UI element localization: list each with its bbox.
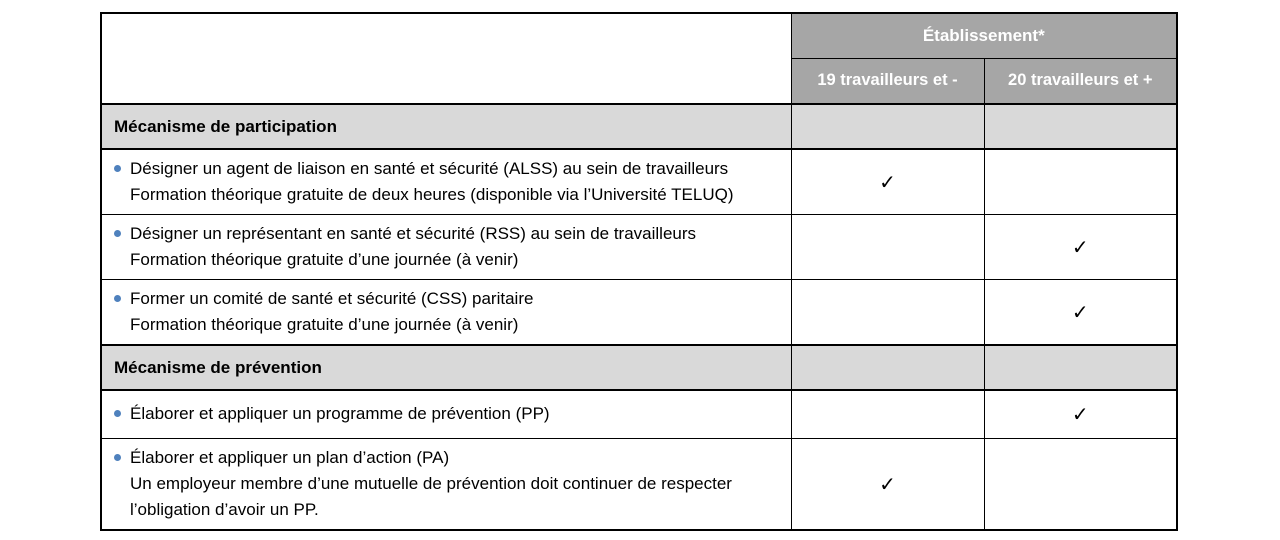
- item-line: l’obligation d’avoir un PP.: [130, 499, 319, 519]
- item-line: Formation théorique gratuite d’une journée (à venir): [130, 250, 519, 269]
- description-cell: [101, 280, 791, 346]
- table-row-pa: [101, 438, 1177, 530]
- bullet-icon: [114, 165, 121, 172]
- list-item: [114, 286, 781, 338]
- bullet-icon: [114, 410, 121, 417]
- check-cell-19: [791, 215, 984, 280]
- check-cell-20: [984, 149, 1177, 215]
- item-line: Élaborer et appliquer un programme de prévention (PP): [130, 404, 550, 424]
- item-text: [130, 221, 696, 273]
- check-cell-20: [984, 215, 1177, 280]
- list-item: [114, 445, 781, 523]
- check-mark: ✓: [1071, 235, 1089, 259]
- item-text: [130, 156, 734, 208]
- group-header-cell: [791, 13, 1177, 58]
- section-title-participation: [101, 104, 791, 149]
- check-cell-19: [791, 149, 984, 215]
- description-cell: [101, 215, 791, 280]
- item-line: Désigner un représentant en santé et sécurité (RSS) au sein de travailleurs: [130, 224, 697, 243]
- group-header-label: Établissement*: [922, 25, 1045, 45]
- section-empty-cell: [984, 345, 1177, 390]
- bullet-icon: [114, 295, 121, 302]
- item-line: Former un comité de santé et sécurité (CSS) paritaire: [130, 289, 534, 308]
- section-title-label: Mécanisme de participation: [114, 116, 337, 136]
- section-empty-cell: [791, 345, 984, 390]
- bullet-icon: [114, 230, 121, 237]
- column-header-20-label: 20 travailleurs et +: [1008, 71, 1153, 90]
- corner-cell: [101, 13, 791, 104]
- check-mark: ✓: [1071, 300, 1089, 324]
- check-cell-19: [791, 438, 984, 530]
- obligations-table: [100, 12, 1178, 531]
- section-row-prevention: [101, 345, 1177, 390]
- section-row-participation: [101, 104, 1177, 149]
- check-mark: ✓: [879, 170, 896, 194]
- item-text: [130, 401, 550, 427]
- column-header-20-workers: [984, 58, 1177, 104]
- item-line: Élaborer et appliquer un plan d’action (PA): [130, 447, 450, 467]
- check-mark: ✓: [879, 471, 896, 496]
- list-item: [114, 401, 781, 427]
- section-title-label: Mécanisme de prévention: [114, 357, 322, 377]
- section-title-prevention: [101, 345, 791, 390]
- check-mark: ✓: [1071, 402, 1089, 427]
- item-line: Un employeur membre d’une mutuelle de prévention doit continuer de respecter: [130, 473, 732, 493]
- column-header-19-workers: [791, 58, 984, 104]
- item-line: Formation théorique gratuite d’une journée (à venir): [130, 315, 519, 334]
- check-cell-20: [984, 438, 1177, 530]
- bullet-icon: [114, 454, 121, 461]
- check-cell-20: [984, 390, 1177, 438]
- check-cell-20: [984, 280, 1177, 346]
- section-empty-cell: [791, 104, 984, 149]
- section-empty-cell: [984, 104, 1177, 149]
- table-row-css: [101, 280, 1177, 346]
- item-line: Formation théorique gratuite de deux heures (disponible via l’Université TELUQ): [130, 185, 734, 204]
- description-cell: [101, 438, 791, 530]
- column-header-19-label: 19 travailleurs et -: [817, 71, 958, 90]
- check-cell-19: [791, 390, 984, 438]
- description-cell: [101, 149, 791, 215]
- header-group-row: [101, 13, 1177, 58]
- table-row-pp: [101, 390, 1177, 438]
- table-row-rss: [101, 215, 1177, 280]
- check-cell-19: [791, 280, 984, 346]
- item-text: [130, 445, 732, 523]
- item-line: Désigner un agent de liaison en santé et sécurité (ALSS) au sein de travailleurs: [130, 159, 729, 178]
- table-row-alss: [101, 149, 1177, 215]
- list-item: [114, 221, 781, 273]
- item-text: [130, 286, 533, 338]
- description-cell: [101, 390, 791, 438]
- list-item: [114, 156, 781, 208]
